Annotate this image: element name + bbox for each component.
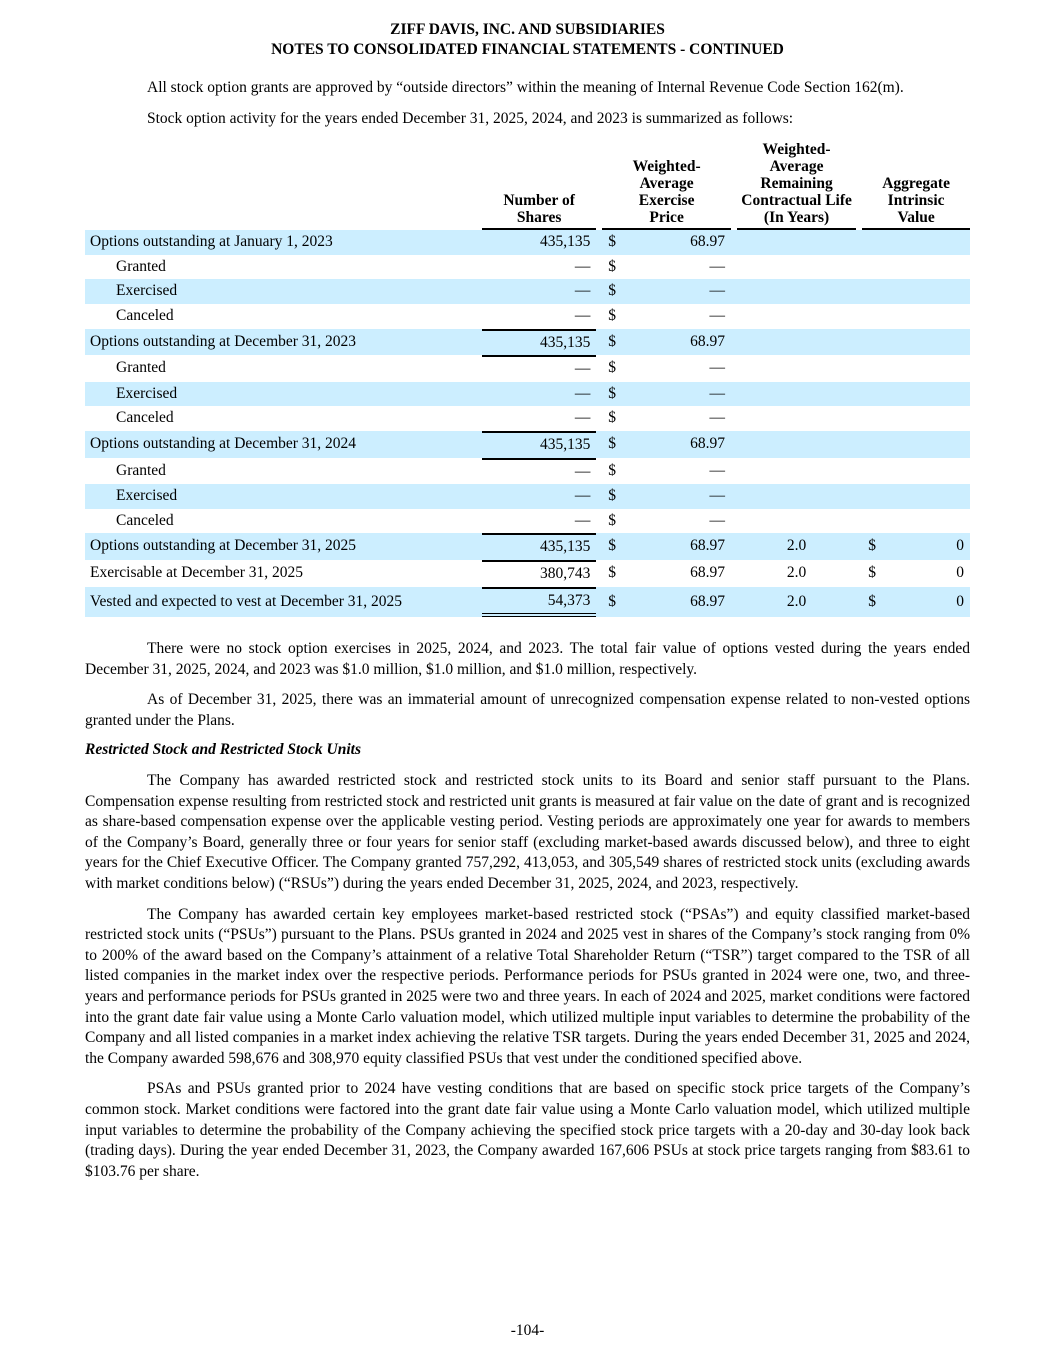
col-header-shares: Number of Shares: [482, 141, 597, 230]
table-row: Exercised — $ —: [85, 279, 970, 304]
table-row: Granted — $ —: [85, 458, 970, 485]
col-header-exercise-price: Weighted-Average Exercise Price: [602, 141, 731, 230]
table-row: Canceled — $ —: [116, 409, 725, 427]
document-page: [85, 20, 970, 1182]
notes-header: NOTES TO CONSOLIDATED FINANCIAL STATEMENTS - CONTINUED: [271, 41, 784, 58]
page-number: -104-: [510, 1322, 545, 1339]
table-header-row: [85, 141, 970, 230]
col-header-intrinsic-value: Aggregate Intrinsic Value: [862, 141, 970, 230]
table-row: Options outstanding at January 1, 2023 435,135 $ 68.97: [85, 230, 970, 255]
option-exercises-paragraph: There were no stock option exercises in 2025, 2024, and 2023. The total fair value of options vested during the years ended December 31, 2025, 2024, and 2023 was $1.0 million, $1.0 million, and $1.0 million, respectively.: [85, 640, 970, 678]
psu-paragraph: The Company has awarded certain key employees market-based restricted stock (“PSAs”) and equity classified market-based restricted stock units (“PSUs”) pursuant to the Plans. PSUs granted in 2024 and 2025 vest in shares of the Company’s stock ranging from 0% to 200% of the award based on the Company’s attainment of a relative Total Shareholder Return (“TSR”) target compared to the TSR of all listed companies in the market index over the respective periods. Performance periods for PSUs granted in 2024 were one, two, and three-years and performance periods for PSUs granted in 2025 were two and three years. In each of 2024 and 2025, market conditions were factored into the grant date fair value using a Monte Carlo valuation model, which utilized multiple input variables to determine the probability of the Company and all listed companies in a market index achieving the relative TSR targets. During the years ended December 31, 2025 and 2024, the Company awarded 598,676 and 308,970 equity classified PSUs that vest under the conditioned specified above.: [85, 905, 970, 1067]
company-header: ZIFF DAVIS, INC. AND SUBSIDIARIES: [390, 21, 665, 38]
table-row: Exercisable at December 31, 2025 380,743 $ 68.97 2.0 $ 0: [85, 560, 970, 587]
stock-option-activity-table: [85, 141, 970, 617]
table-row: Options outstanding at December 31, 2024 435,135 $ 68.97: [85, 431, 970, 458]
table-row: Canceled — $ —: [116, 511, 725, 529]
psa-prior-2024-paragraph: PSAs and PSUs granted prior to 2024 have vesting conditions that are based on specific stock price targets of the Company’s common stock. Market conditions were factored into the grant date fair value using a Monte Carlo valuation model, which utilized multiple input variables to determine the probability of the Company achieving the specified stock price targets with a 20-day and 30-day look back (trading days). During the year ended December 31, 2023, the Company awarded 167,606 PSUs at stock price targets ranging from $83.61 to $103.76 per share.: [85, 1080, 970, 1180]
rsu-paragraph: The Company has awarded restricted stock and restricted stock units to its Board and senior staff pursuant to the Plans. Compensation expense resulting from restricted stock and restricted unit grants is measured at fair value on the date of grant and is recognized as share-based compensation expense over the applicable vesting period. Vesting periods are approximately one year for awards to members of the Company’s Board, generally three or four years for senior staff (excluding market-based awards discussed below), and three to eight years for the Chief Executive Officer. The Company granted 757,292, 413,053, and 305,549 shares of restricted stock units (excluding awards with market conditions below) (“RSUs”) during the years ended December 31, 2025, 2024, and 2023, respectively.: [85, 772, 970, 893]
col-header-contractual-life: Weighted-Average Remaining Contractual Life (In Years): [737, 141, 856, 230]
table-row: Canceled — $ —: [116, 306, 725, 324]
table-row: Vested and expected to vest at December 31, 2025 54,373 $ 68.97 2.0 $ 0: [85, 587, 970, 618]
unrecognized-expense-paragraph: As of December 31, 2025, there was an immaterial amount of unrecognized compensation expense related to non-vested options granted under the Plans.: [85, 691, 970, 729]
table-row: Options outstanding at December 31, 2023 435,135 $ 68.97: [85, 329, 970, 356]
table-row: Granted — $ —: [85, 355, 970, 382]
intro-paragraph-2: Stock option activity for the years ended December 31, 2025, 2024, and 2023 is summarized as follows:: [147, 109, 794, 127]
intro-paragraph-1: All stock option grants are approved by “outside directors” within the meaning of Internal Revenue Code Section 162(m).: [147, 79, 904, 96]
table-row: Granted — $ —: [116, 257, 725, 275]
table-row: Options outstanding at December 31, 2025 435,135 $ 68.97 2.0 $ 0: [85, 533, 970, 560]
table-row: Exercised — $ —: [85, 484, 970, 509]
table-row: Exercised — $ —: [85, 382, 970, 407]
section-title-restricted-stock: Restricted Stock and Restricted Stock Units: [85, 741, 361, 759]
